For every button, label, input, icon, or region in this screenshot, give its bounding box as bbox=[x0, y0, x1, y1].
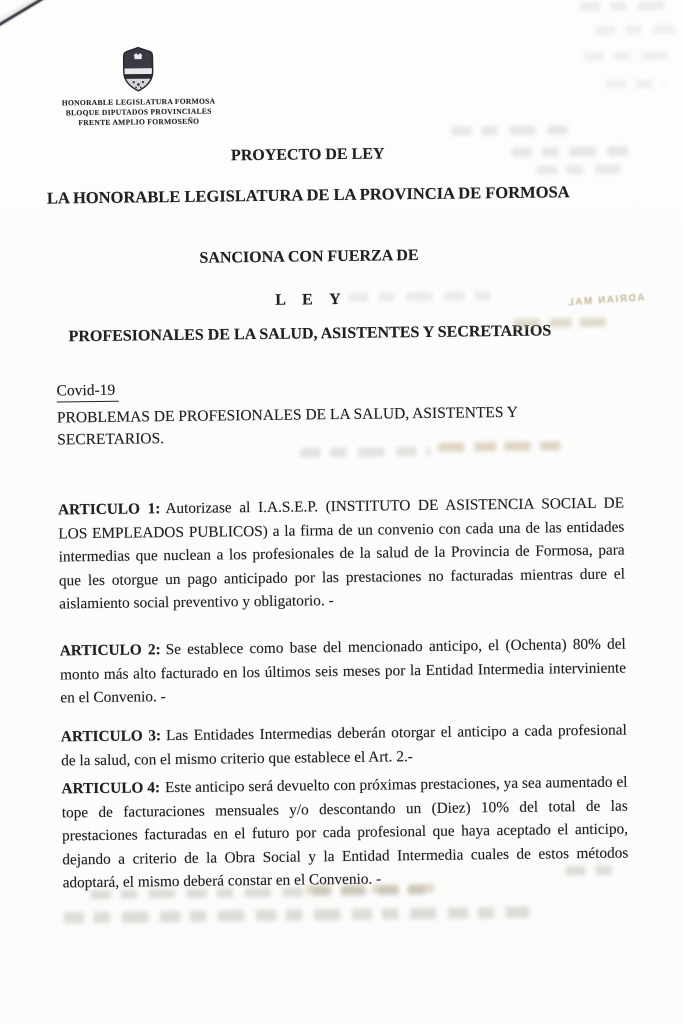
article-2-paragraph bbox=[60, 633, 627, 710]
heading-subject: PROFESIONALES DE LA SALUD, ASISTENTES Y SECRETARIOS bbox=[68, 322, 552, 346]
letterhead-line-1: HONORABLE LEGISLATURA FORMOSA bbox=[61, 96, 216, 108]
title-proyecto-de-ley: PROYECTO DE LEY bbox=[230, 145, 385, 165]
bleedthrough-smudge bbox=[300, 447, 430, 458]
bleedthrough-smudge bbox=[348, 291, 498, 302]
letterhead-line-2: BLOQUE DIPUTADOS PROVINCIALES bbox=[65, 106, 212, 118]
article-3-label: ARTICULO 3: bbox=[60, 727, 162, 746]
bleedthrough-smudge bbox=[451, 125, 571, 135]
bleedthrough-smudge bbox=[438, 441, 560, 451]
article-4-text: Este anticipo será devuelto con próximas prestaciones, ya sea aumentado el tope de facturaciones mensuales y/o descontando un (Diez) 10% del total de las prestaciones facturadas en el futuro por cada profesional que haya aceptado el anticipo, dejando a criterio de la Obra Social y la Entidad Intermedia cuales de estos métodos adoptará, el mismo deberá constar en el Convenio. - bbox=[61, 773, 629, 892]
bleedthrough-smudge bbox=[565, 866, 620, 876]
bleedthrough-mirrored-signature: ADRIAN MAL bbox=[565, 292, 645, 309]
heading-ley: L E Y bbox=[275, 290, 344, 309]
article-1-paragraph bbox=[58, 492, 625, 616]
article-1-text: Autorizase al I.A.S.E.P. (INSTITUTO DE ASISTENCIA SOCIAL DE LOS EMPLEADOS PUBLICOS) a la firma de un convenio con cada una de las entidades intermedias que nuclean a los profesionales de la salud de la Provincia de Formosa, para que les otorgue un pago anticipado por las prestaciones no facturadas mientras dure el aislamiento social preventivo y obligatorio. - bbox=[58, 494, 626, 613]
bleedthrough-smudge bbox=[514, 318, 614, 328]
intro-section bbox=[57, 376, 624, 451]
covid-19-tag: Covid-19 bbox=[57, 382, 119, 403]
bleedthrough-smudge bbox=[64, 907, 529, 924]
article-4-label: ARTICULO 4: bbox=[61, 779, 161, 798]
bleedthrough-smudge bbox=[606, 79, 666, 89]
article-2-text: Se establece como base del mencionado anticipo, el (Ochenta) 80% del monto más alto facturado en los últimos seis meses por la Entidad Intermedia interviniente en el Convenio. - bbox=[59, 635, 627, 707]
bleedthrough-smudge bbox=[306, 884, 438, 895]
heading-sanciona: SANCIONA CON FUERZA DE bbox=[199, 247, 419, 267]
article-4-paragraph bbox=[61, 771, 628, 895]
bleedthrough-smudge bbox=[595, 25, 675, 35]
article-1-label: ARTICULO 1: bbox=[57, 500, 161, 519]
letterhead-line-3: FRENTE AMPLIO FORMOSEÑO bbox=[78, 116, 200, 127]
letterhead bbox=[35, 45, 241, 128]
bleedthrough-smudge bbox=[512, 146, 632, 156]
article-3-paragraph bbox=[61, 719, 628, 773]
problem-statement: PROBLEMAS DE PROFESIONALES DE LA SALUD, ASISTENTES Y SECRETARIOS. bbox=[56, 403, 518, 448]
bleedthrough-smudge bbox=[580, 1, 675, 11]
formosa-shield-seal-icon bbox=[120, 46, 156, 91]
heading-legislatura: LA HONORABLE LEGISLATURA DE LA PROVINCIA DE FORMOSA bbox=[46, 182, 570, 208]
article-3-text: Las Entidades Intermedias deberán otorgar el anticipo a cada profesional de la salud, con el mismo criterio que establece el Art. 2.- bbox=[61, 721, 627, 770]
article-2-label: ARTICULO 2: bbox=[59, 641, 161, 660]
bleedthrough-smudge bbox=[584, 51, 669, 61]
bleedthrough-smudge bbox=[537, 164, 627, 174]
